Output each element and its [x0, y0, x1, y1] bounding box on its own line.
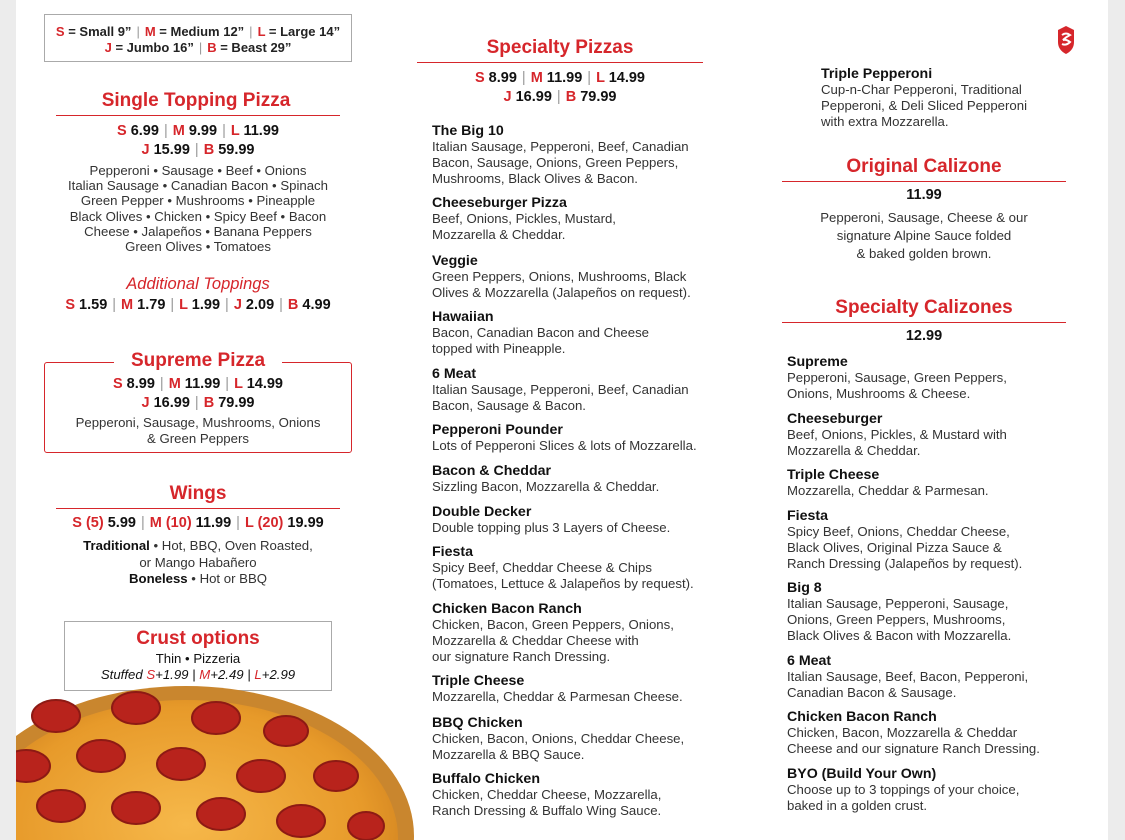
price-separator: | — [279, 297, 283, 313]
original-calzone-desc — [782, 209, 1066, 263]
specialty-calzones-rule — [782, 322, 1066, 323]
specialty-calzone-item — [787, 580, 1011, 643]
specialty-pizza-desc — [432, 787, 661, 819]
legend-key: M — [144, 24, 156, 39]
specialty-pizza-item — [432, 366, 689, 414]
desc-line: Italian Sausage, Beef, Bacon, Pepperoni, — [787, 669, 1029, 684]
desc-line: Italian Sausage, Pepperoni, Beef, Canadian — [432, 382, 689, 397]
price-value: 16.99 — [149, 395, 190, 411]
price-value: 16.99 — [511, 89, 552, 105]
specialty-pizzas-title: Specialty Pizzas — [486, 37, 634, 58]
legend-value: = Medium 12” — [155, 24, 245, 39]
price-separator: | — [225, 297, 229, 313]
wings-traditional-line-2: or Mango Habañero — [139, 555, 257, 570]
stuffed-key: S — [146, 667, 156, 682]
price-value: 11.99 — [542, 70, 583, 86]
specialty-pizza-item — [432, 771, 661, 819]
legend-value: = Small 9” — [64, 24, 132, 39]
size-key: J — [141, 142, 150, 158]
specialty-pizza-name: Cheeseburger Pizza — [432, 195, 567, 211]
price-value: 14.99 — [242, 376, 284, 392]
wings-prices — [44, 514, 352, 533]
crust-title: Crust options — [136, 628, 260, 649]
desc-line: Green Peppers, Onions, Mushrooms, Black — [432, 269, 687, 284]
desc-line: Mozzarella, Cheddar & Parmesan. — [787, 483, 989, 498]
price-separator: | — [159, 376, 164, 392]
desc-line: with extra Mozzarella. — [821, 113, 949, 129]
stuffed-separator: | — [243, 667, 255, 682]
desc-line: Beef, Onions, Pickles, & Mustard with — [787, 427, 1007, 442]
desc-line: Pepperoni, Sausage, Cheese & our — [820, 210, 1028, 225]
price-value: 9.99 — [184, 123, 218, 139]
specialty-pizza-name: Double Decker — [432, 504, 532, 520]
desc-line: Mozzarella & Cheddar Cheese with — [432, 632, 639, 648]
specialty-pizza-desc — [432, 479, 659, 495]
stuffed-price: +1.99 — [155, 667, 189, 682]
specialty-pizza-name: Pepperoni Pounder — [432, 422, 563, 438]
stuffed-key: L — [254, 667, 262, 682]
additional-toppings-prices — [16, 296, 380, 315]
size-legend — [44, 14, 352, 62]
specialty-pizza-desc — [432, 269, 691, 301]
price-separator: | — [194, 395, 199, 411]
price-value: 15.99 — [149, 142, 190, 158]
desc-line: Mozzarella, Cheddar & Parmesan Cheese. — [432, 689, 683, 704]
specialty-pizzas-rule — [417, 62, 703, 63]
specialty-calzone-name: BYO (Build Your Own) — [787, 766, 937, 782]
legend-value: = Beast 29” — [216, 40, 292, 55]
legend-value: = Large 14” — [265, 24, 341, 39]
price-separator: | — [194, 142, 199, 158]
specialty-pizza-item — [432, 422, 697, 454]
topping-line: Green Pepper • Mushrooms • Pineapple — [80, 193, 316, 209]
specialty-pizzas-prices-row-1 — [417, 69, 703, 88]
supreme-prices-row-2 — [44, 394, 352, 413]
supreme-title: Supreme Pizza — [114, 350, 282, 372]
price-value: 19.99 — [283, 515, 324, 531]
single-topping-title: Single Topping Pizza — [101, 90, 291, 111]
specialty-pizza-desc — [432, 520, 670, 536]
specialty-calzone-item — [787, 508, 1022, 571]
wings-boneless — [44, 571, 352, 586]
topping-line: Cheese • Jalapeños • Banana Peppers — [84, 223, 312, 239]
supreme-desc-line-1: Pepperoni, Sausage, Mushrooms, Onions — [75, 415, 321, 430]
specialty-pizza-item — [432, 253, 691, 301]
specialty-pizza-desc — [432, 617, 674, 664]
desc-line: Choose up to 3 toppings of your choice, — [787, 782, 1020, 797]
specialty-calzone-name: Big 8 — [787, 580, 822, 596]
specialty-calzone-name: Fiesta — [787, 508, 829, 524]
desc-line: Pepperoni, Sausage, Green Peppers, — [787, 370, 1007, 385]
size-key: L — [244, 515, 254, 531]
price-separator: | — [556, 89, 561, 105]
specialty-pizza-item — [432, 309, 649, 357]
wings-traditional-text: • Hot, BBQ, Oven Roasted, — [149, 538, 313, 553]
desc-line: baked in a golden crust. — [787, 797, 928, 813]
desc-line: Spicy Beef, Onions, Cheddar Cheese, — [787, 524, 1010, 539]
legend-key: L — [257, 24, 266, 39]
size-key: L — [234, 376, 243, 392]
desc-line: Mozzarella & BBQ Sauce. — [432, 746, 585, 762]
single-topping-prices-row-2 — [44, 141, 352, 160]
desc-line: Black Olives, Original Pizza Sauce & — [787, 539, 1002, 555]
desc-line: our signature Ranch Dressing. — [432, 648, 611, 664]
price-value: 5.99 — [103, 515, 136, 531]
size-key: M — [149, 515, 162, 531]
specialty-pizza-desc — [432, 211, 616, 243]
wings-traditional-label: Traditional — [83, 538, 150, 553]
size-key: B — [203, 395, 215, 411]
price-value: 4.99 — [298, 297, 331, 313]
price-value: 11.99 — [239, 123, 279, 139]
specialty-calzone-item — [787, 653, 1028, 701]
single-topping-toppings — [44, 163, 352, 254]
specialty-pizza-name: Bacon & Cheddar — [432, 463, 552, 479]
price-separator: | — [225, 376, 230, 392]
specialty-calzone-name: Triple Cheese — [787, 467, 880, 483]
specialty-pizza-desc — [432, 438, 697, 454]
price-value: 11.99 — [191, 515, 232, 531]
desc-line: (Tomatoes, Lettuce & Jalapeños by request). — [432, 575, 694, 591]
desc-line: Onions, Green Peppers, Mushrooms, — [787, 611, 1006, 627]
wings-boneless-label: Boneless — [128, 571, 188, 586]
size-key: S — [112, 376, 123, 392]
specialty-pizza-desc — [432, 560, 694, 592]
legend-separator: | — [198, 40, 203, 55]
size-key: M — [172, 123, 185, 139]
desc-line: Onions, Mushrooms & Cheese. — [787, 385, 971, 401]
price-value: 1.59 — [75, 297, 108, 313]
desc-line: topped with Pineapple. — [432, 340, 566, 356]
size-key: S — [474, 70, 485, 86]
stuffed-price: +2.99 — [261, 667, 296, 682]
specialty-calzone-desc — [787, 483, 989, 499]
specialty-calzones-title: Specialty Calizones — [835, 297, 1013, 318]
specialty-calzone-desc — [787, 725, 1040, 757]
specialty-pizza-desc — [432, 731, 684, 763]
specialty-pizza-desc — [432, 382, 689, 414]
specialty-calzone-item — [787, 709, 1040, 757]
desc-line: Mushrooms, Black Olives & Bacon. — [432, 170, 638, 186]
specialty-pizza-name: The Big 10 — [432, 123, 504, 139]
specialty-calzone-name: Cheeseburger — [787, 411, 883, 427]
desc-line: signature Alpine Sauce folded — [836, 228, 1012, 243]
original-calzone-rule — [782, 181, 1066, 182]
supreme-desc-line-2: & Green Peppers — [147, 431, 249, 446]
price-value: 1.79 — [133, 297, 166, 313]
desc-line: Chicken, Bacon, Mozzarella & Cheddar — [787, 725, 1018, 740]
size-key: B — [287, 297, 299, 313]
crust-stuffed — [64, 667, 332, 682]
legend-key: B — [207, 40, 217, 55]
price-separator: | — [140, 515, 145, 531]
specialty-calzone-item — [787, 467, 989, 499]
specialty-pizza-item — [432, 715, 684, 763]
desc-line: Chicken, Cheddar Cheese, Mozzarella, — [432, 787, 662, 802]
wing-count: (20) — [253, 515, 284, 531]
price-value: 14.99 — [604, 70, 646, 86]
price-separator: | — [236, 515, 240, 531]
specialty-pizza-name: Chicken Bacon Ranch — [432, 601, 582, 617]
specialty-calzone-desc — [787, 669, 1028, 701]
legend-key: S — [55, 24, 65, 39]
specialty-calzone-name: Chicken Bacon Ranch — [787, 709, 937, 725]
price-separator: | — [587, 70, 592, 86]
size-key: L — [230, 123, 240, 139]
wing-count: (5) — [81, 515, 104, 531]
size-key: B — [203, 142, 215, 158]
price-separator: | — [222, 123, 226, 139]
desc-line: Bacon, Sausage, Onions, Green Peppers, — [432, 154, 679, 170]
price-separator: | — [163, 123, 168, 139]
specialty-calzone-item — [787, 766, 1019, 814]
specialty-pizzas-prices-row-2 — [417, 88, 703, 107]
legend-value: = Jumbo 16” — [111, 40, 194, 55]
size-key: J — [503, 89, 512, 105]
specialty-pizza-name: Veggie — [432, 253, 478, 269]
price-value: 8.99 — [484, 70, 517, 86]
legend-key: J — [104, 40, 112, 55]
size-key: J — [233, 297, 242, 313]
desc-line: Bacon, Canadian Bacon and Cheese — [432, 325, 650, 340]
desc-line: Spicy Beef, Cheddar Cheese & Chips — [432, 560, 652, 575]
desc-line: Pepperoni, & Deli Sliced Pepperoni — [821, 97, 1027, 113]
specialty-pizza-item — [432, 123, 689, 186]
additional-toppings-title: Additional Toppings — [126, 275, 270, 293]
wings-rule — [56, 508, 340, 509]
pepperoni-pizza-image — [16, 686, 416, 840]
specialty-pizza-name: Triple Cheese — [432, 673, 525, 689]
stuffed-label: Stuffed — [100, 667, 147, 682]
brand-logo-icon — [1054, 24, 1078, 56]
desc-line: Black Olives & Bacon with Mozzarella. — [787, 627, 1012, 643]
price-value: 11.99 — [180, 376, 221, 392]
specialty-calzone-desc — [787, 782, 1019, 814]
specialty-calzone-item — [787, 411, 1007, 459]
size-key: S — [72, 515, 82, 531]
price-separator: | — [521, 70, 526, 86]
desc-line: Canadian Bacon & Sausage. — [787, 684, 957, 700]
stuffed-key: M — [199, 667, 211, 682]
triple-pepperoni-desc — [821, 82, 1027, 129]
wings-boneless-text: • Hot or BBQ — [187, 571, 267, 586]
desc-line: Bacon, Sausage & Bacon. — [432, 397, 586, 413]
specialty-pizza-item — [432, 463, 659, 495]
single-topping-prices-row-1 — [44, 122, 352, 141]
specialty-calzone-desc — [787, 596, 1011, 643]
price-value: 2.09 — [241, 297, 275, 313]
size-legend-line-1 — [45, 24, 351, 40]
size-key: S — [117, 123, 127, 139]
topping-line: Green Olives • Tomatoes — [125, 239, 271, 255]
triple-pepperoni-item — [821, 66, 1027, 129]
size-key: S — [65, 297, 76, 313]
size-key: L — [179, 297, 188, 313]
desc-line: Olives & Mozzarella (Jalapeños on request). — [432, 284, 691, 300]
legend-separator: | — [136, 24, 140, 39]
price-separator: | — [112, 297, 117, 313]
stuffed-price: +2.49 — [210, 667, 244, 682]
crust-line-1: Thin • Pizzeria — [155, 651, 241, 666]
original-calzone-title: Original Calizone — [846, 156, 1002, 177]
menu-page — [16, 0, 1108, 840]
price-value: 59.99 — [214, 142, 255, 158]
size-key: L — [596, 70, 605, 86]
specialty-pizza-name: Hawaiian — [432, 309, 494, 325]
size-legend-line-2 — [45, 40, 351, 56]
specialty-pizza-name: Fiesta — [432, 544, 474, 560]
desc-line: Italian Sausage, Pepperoni, Sausage, — [787, 596, 1009, 611]
price-value: 79.99 — [214, 395, 255, 411]
specialty-calzone-name: Supreme — [787, 354, 848, 370]
specialty-calzone-name: 6 Meat — [787, 653, 832, 669]
desc-line: Beef, Onions, Pickles, Mustard, — [432, 211, 616, 226]
specialty-pizza-desc — [432, 325, 649, 357]
desc-line: Mozzarella & Cheddar. — [432, 226, 566, 242]
triple-pepperoni-name: Triple Pepperoni — [821, 66, 933, 82]
stuffed-separator: | — [188, 667, 200, 682]
specialty-pizza-name: Buffalo Chicken — [432, 771, 540, 787]
price-separator: | — [170, 297, 175, 313]
specialty-pizza-desc — [432, 689, 683, 705]
specialty-calzone-desc — [787, 524, 1022, 571]
specialty-pizza-name: 6 Meat — [432, 366, 477, 382]
specialty-pizza-item — [432, 673, 683, 705]
desc-line: Chicken, Bacon, Onions, Cheddar Cheese, — [432, 731, 685, 746]
desc-line: Italian Sausage, Pepperoni, Beef, Canadian — [432, 139, 689, 154]
desc-line: Cup-n-Char Pepperoni, Traditional — [821, 82, 1022, 97]
price-value: 8.99 — [122, 376, 155, 392]
specialty-pizza-item — [432, 195, 616, 243]
specialty-calzones-price: 12.99 — [905, 328, 943, 344]
topping-line: Black Olives • Chicken • Spicy Beef • Bacon — [69, 208, 327, 224]
desc-line: & baked golden brown. — [856, 246, 992, 261]
legend-separator: | — [249, 24, 253, 39]
wing-count: (10) — [161, 515, 192, 531]
desc-line: Mozzarella & Cheddar. — [787, 442, 921, 458]
desc-line: Chicken, Bacon, Green Peppers, Onions, — [432, 617, 674, 632]
desc-line: Ranch Dressing & Buffalo Wing Sauce. — [432, 802, 662, 818]
wings-traditional — [44, 538, 352, 553]
specialty-pizza-item — [432, 544, 694, 592]
specialty-calzone-desc — [787, 427, 1007, 459]
size-key: J — [141, 395, 150, 411]
price-value: 6.99 — [126, 123, 159, 139]
specialty-pizza-item — [432, 504, 670, 536]
specialty-pizza-desc — [432, 139, 689, 186]
desc-line: Ranch Dressing (Jalapeños by request). — [787, 555, 1023, 571]
desc-line: Lots of Pepperoni Slices & lots of Mozzarella. — [432, 438, 697, 453]
size-key: M — [530, 70, 543, 86]
specialty-calzone-desc — [787, 370, 1007, 402]
single-topping-rule — [56, 115, 340, 116]
specialty-calzone-item — [787, 354, 1007, 402]
supreme-prices-row-1 — [44, 375, 352, 394]
size-key: M — [168, 376, 181, 392]
topping-line: Italian Sausage • Canadian Bacon • Spinach — [68, 178, 328, 194]
specialty-pizza-name: BBQ Chicken — [432, 715, 523, 731]
specialty-pizza-item — [432, 601, 674, 664]
original-calzone-price: 11.99 — [906, 187, 942, 203]
desc-line: Double topping plus 3 Layers of Cheese. — [432, 520, 671, 535]
topping-line: Pepperoni • Sausage • Beef • Onions — [89, 163, 307, 178]
wings-title: Wings — [169, 483, 227, 504]
price-value: 79.99 — [576, 89, 617, 105]
size-key: M — [121, 297, 134, 313]
size-key: B — [565, 89, 577, 105]
price-value: 1.99 — [187, 297, 221, 313]
desc-line: Cheese and our signature Ranch Dressing. — [787, 740, 1040, 756]
desc-line: Sizzling Bacon, Mozzarella & Cheddar. — [432, 479, 660, 494]
